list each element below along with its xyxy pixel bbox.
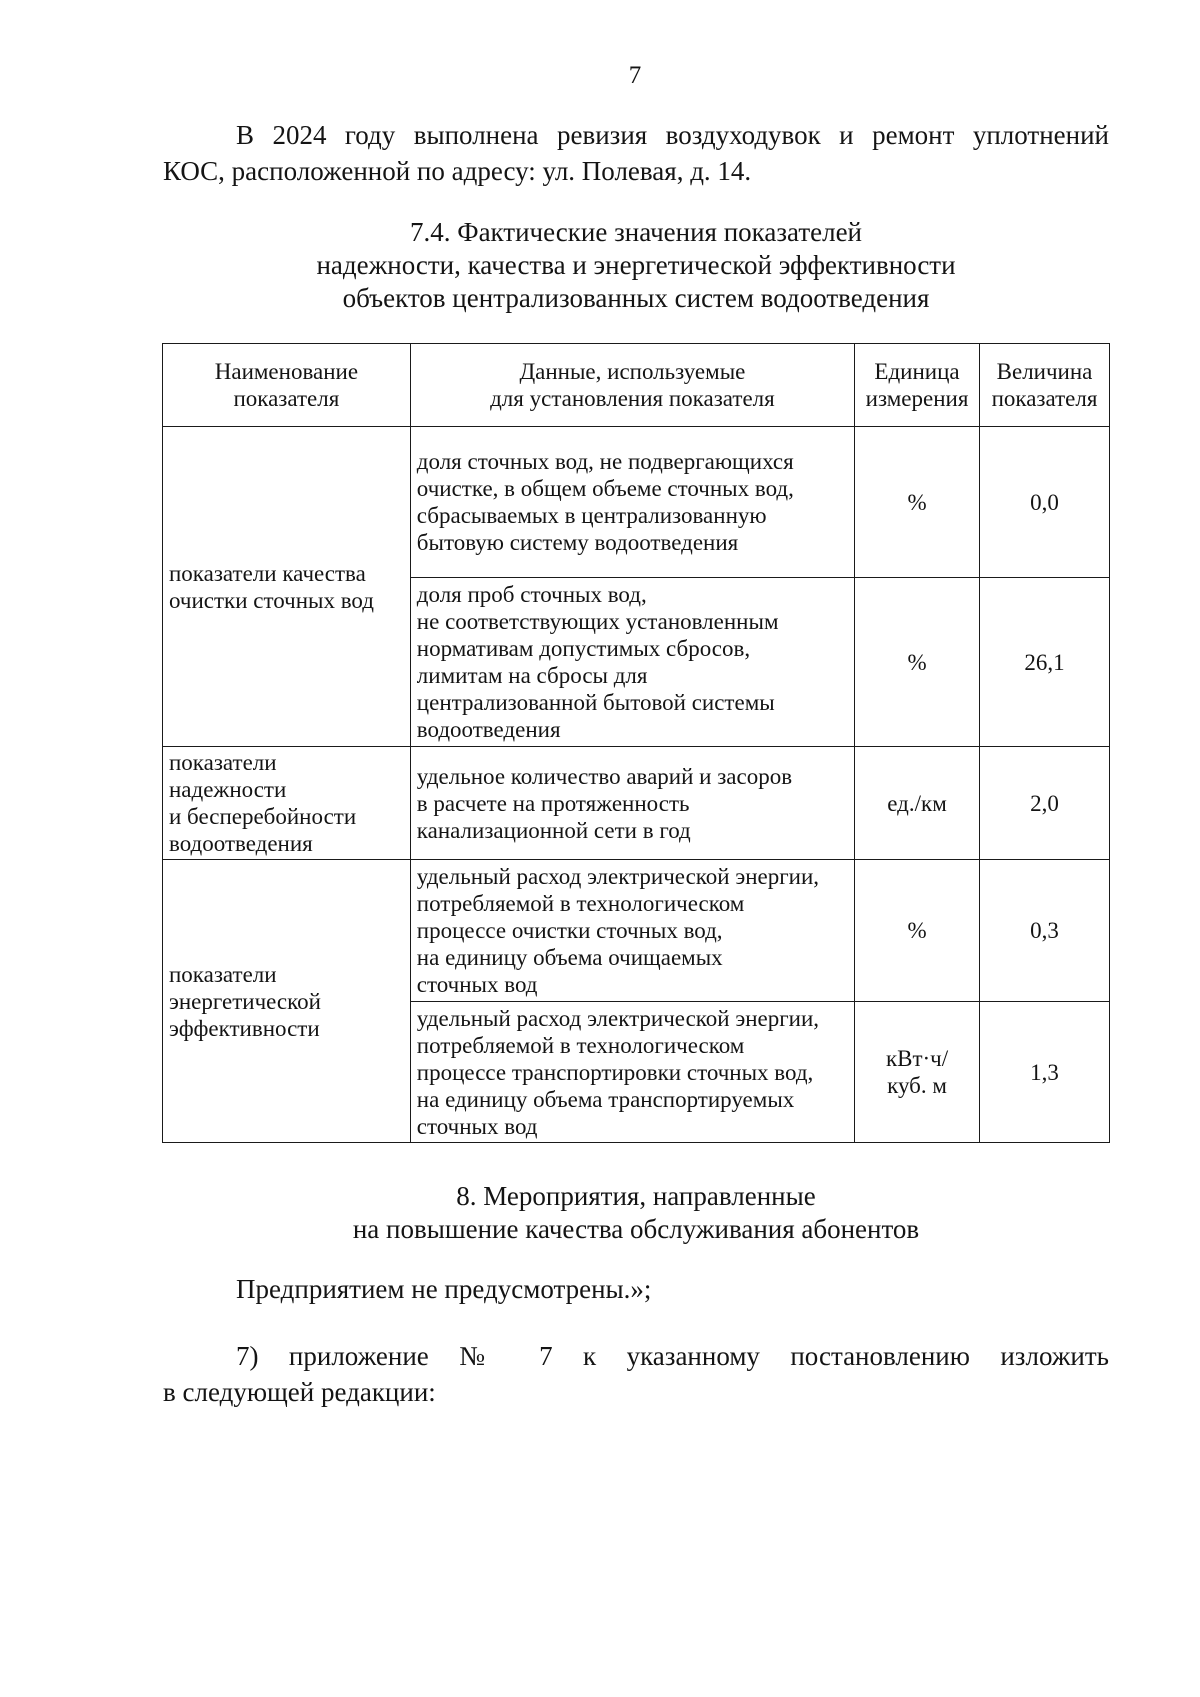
cell-text: энергетической — [169, 988, 321, 1014]
header-unit — [855, 344, 980, 427]
indicator-value: 1,3 — [980, 1002, 1110, 1143]
table-row — [163, 747, 1110, 860]
cell-text: бытовую систему водоотведения — [416, 530, 739, 555]
cell-text: куб. м — [887, 1073, 947, 1098]
header-value — [980, 344, 1110, 427]
cell-text: сточных вод — [416, 1113, 538, 1139]
closing-paragraph — [163, 1271, 1109, 1307]
indicator-value: 26,1 — [980, 578, 1110, 747]
cell-text: процессе транспортировки сточных вод, — [416, 1059, 814, 1085]
intro-paragraph — [163, 117, 1109, 189]
closing-paragraph-text: Предприятием не предусмотрены.»; — [236, 1274, 652, 1304]
indicator-group-name — [163, 427, 411, 747]
cell-text: потребляемой в технологическом — [416, 891, 745, 916]
intro-paragraph-line-1: В 2024 году выполнена ревизия воздуходувок и ремонт уплотнений — [236, 120, 1109, 150]
cell-text: кВт·ч/ — [885, 1046, 949, 1071]
header-text: Единица — [874, 359, 960, 384]
cell-text: водоотведения — [169, 831, 313, 856]
header-text: Величина — [996, 359, 1093, 384]
cell-text: на единицу объема транспортируемых — [416, 1086, 795, 1112]
cell-text: доля сточных вод, не подвергающихся — [416, 449, 794, 474]
cell-text: надежности — [169, 777, 287, 802]
header-text: показателя — [991, 386, 1098, 411]
cell-text: показатели качества — [169, 560, 366, 586]
header-text: Данные, используемые — [519, 359, 746, 384]
table-row — [163, 860, 1110, 1002]
cell-text: водоотведения — [416, 717, 561, 742]
cell-text: нормативам допустимых сбросов, — [416, 636, 751, 661]
indicator-value: 2,0 — [980, 747, 1110, 860]
intro-paragraph-line-2: КОС, расположенной по адресу: ул. Полевая, д. 14. — [163, 156, 752, 186]
section-7-4-title-line-2: надежности, качества и энергетической эффективности — [316, 250, 956, 280]
header-indicator-data — [410, 344, 854, 427]
section-8-heading — [163, 1180, 1109, 1246]
cell-text: сточных вод — [416, 972, 538, 997]
item-7-paragraph-line-1: 7) приложение № 7 к указанному постановлению изложить — [236, 1341, 1109, 1371]
header-text: показателя — [233, 386, 340, 411]
section-8-title-line-2: на повышение качества обслуживания абонентов — [352, 1214, 920, 1244]
item-7-paragraph — [163, 1338, 1109, 1410]
item-7-paragraph-line-2: в следующей редакции: — [163, 1377, 436, 1407]
cell-text: канализационной сети в год — [416, 817, 691, 843]
indicator-description — [410, 860, 854, 1002]
header-text: для установления показателя — [490, 386, 775, 411]
header-indicator-name — [163, 344, 411, 427]
cell-text: на единицу объема очищаемых — [416, 945, 723, 970]
indicator-value: 0,0 — [980, 427, 1110, 578]
cell-text: удельный расход электрической энергии, — [416, 864, 820, 889]
indicator-group-name — [163, 860, 411, 1143]
cell-text: в расчете на протяженность — [416, 790, 690, 816]
page-number: 7 — [628, 62, 642, 89]
indicator-group-name — [163, 747, 411, 860]
indicator-unit: % — [855, 578, 980, 747]
header-text: Наименование — [214, 359, 359, 384]
section-7-4-title-line-3: объектов централизованных систем водоотведения — [342, 283, 930, 313]
header-text: измерения — [865, 386, 969, 411]
table-row — [163, 427, 1110, 578]
cell-text: показатели — [169, 961, 277, 987]
indicators-table — [162, 343, 1110, 1143]
section-8-title-line-1: 8. Мероприятия, направленные — [456, 1181, 816, 1211]
cell-text: не соответствующих установленным — [416, 609, 779, 634]
cell-text: очистки сточных вод — [169, 587, 374, 613]
cell-text: эффективности — [169, 1015, 320, 1041]
indicator-description — [410, 427, 854, 578]
indicator-unit: % — [855, 860, 980, 1002]
cell-text: показатели — [169, 750, 277, 775]
indicator-value: 0,3 — [980, 860, 1110, 1002]
cell-text: удельный расход электрической энергии, — [416, 1005, 820, 1031]
indicator-description — [410, 747, 854, 860]
section-7-4-heading — [163, 216, 1109, 315]
indicator-unit: % — [855, 427, 980, 578]
indicator-description — [410, 1002, 854, 1143]
cell-text: и бесперебойности — [169, 804, 357, 829]
cell-text: сбрасываемых в централизованную — [416, 503, 767, 528]
cell-text: доля проб сточных вод, — [416, 582, 647, 607]
cell-text: потребляемой в технологическом — [416, 1032, 745, 1058]
cell-text: очистке, в общем объеме сточных вод, — [416, 476, 794, 501]
section-7-4-title-line-1: 7.4. Фактические значения показателей — [409, 217, 863, 247]
indicator-unit — [855, 1002, 980, 1143]
cell-text: процессе очистки сточных вод, — [416, 918, 723, 943]
indicator-unit: ед./км — [855, 747, 980, 860]
cell-text: удельное количество аварий и засоров — [416, 763, 793, 789]
indicator-description — [410, 578, 854, 747]
cell-text: лимитам на сбросы для — [416, 663, 648, 688]
table-header-row — [163, 344, 1110, 427]
cell-text: централизованной бытовой системы — [416, 690, 775, 715]
